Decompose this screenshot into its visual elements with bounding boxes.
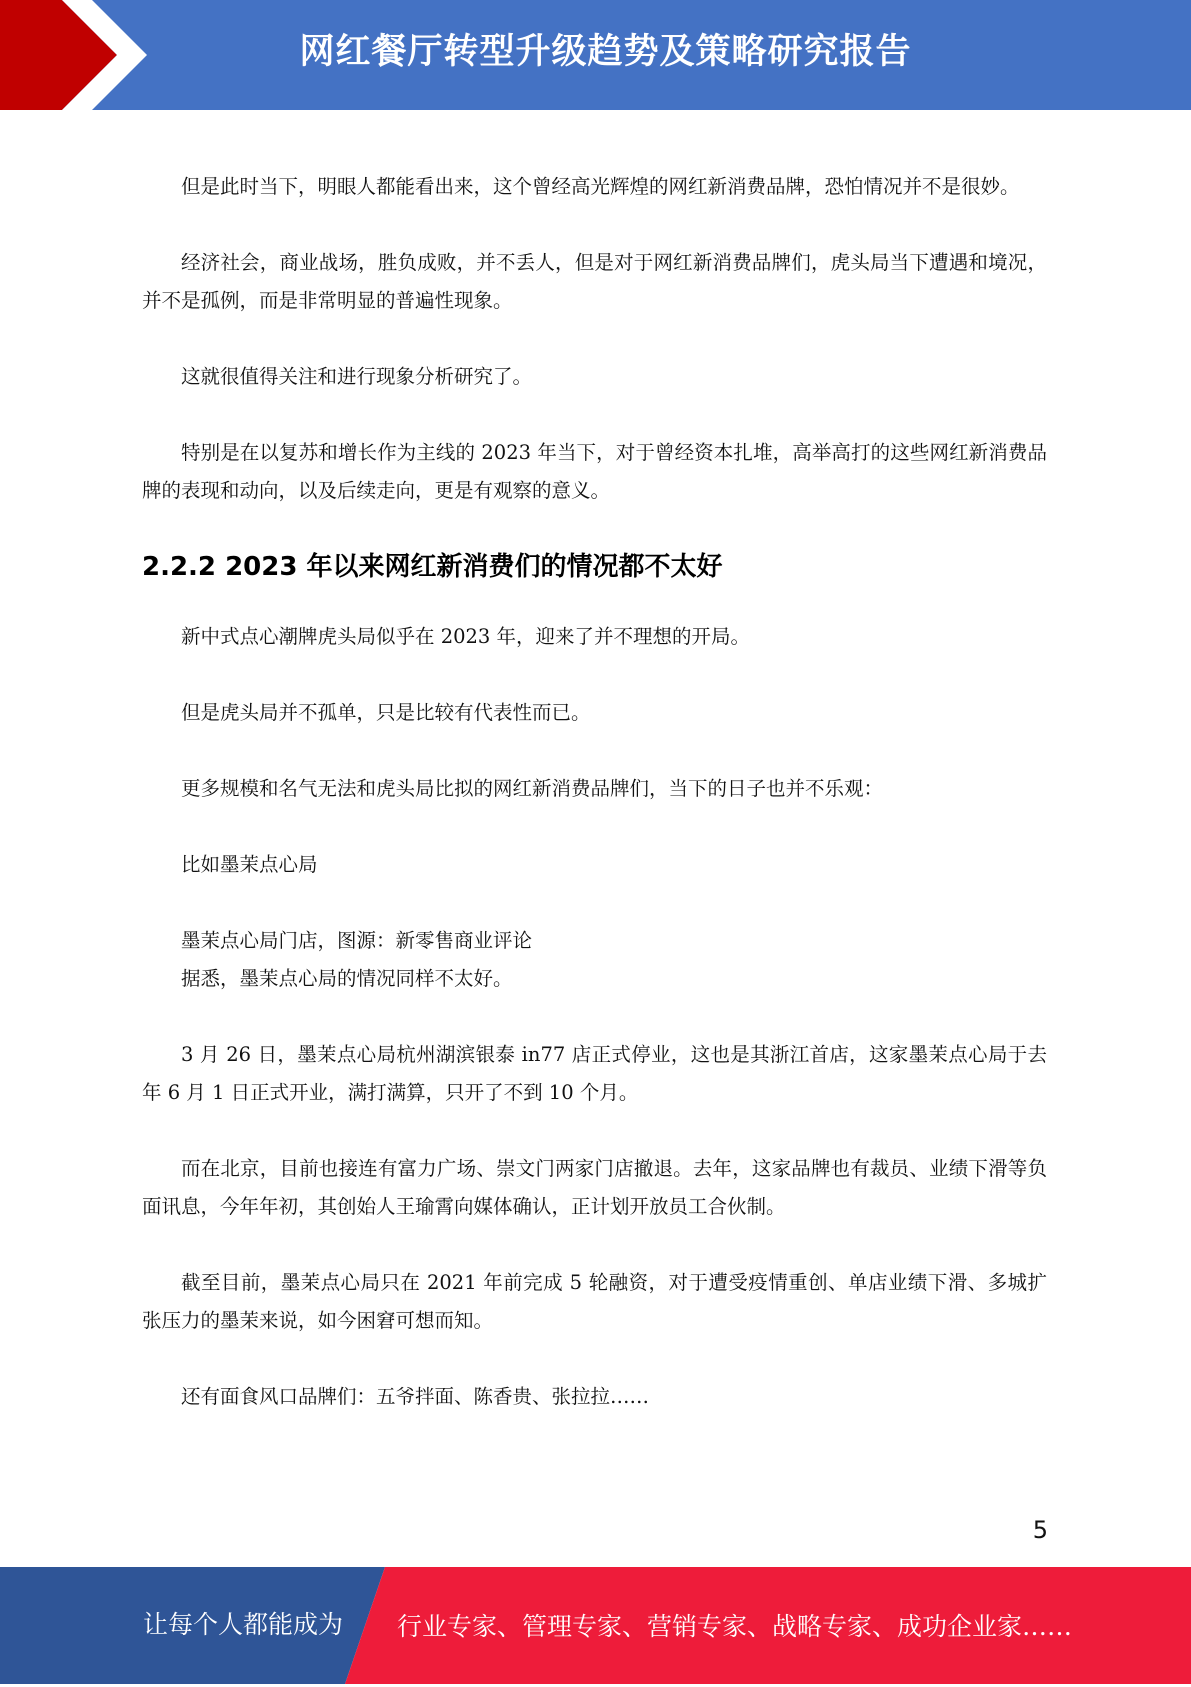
paragraph: 还有面食风口品牌们：五爷拌面、陈香贵、张拉拉…… <box>181 1385 650 1408</box>
paragraph: 而在北京，目前也接连有富力广场、崇文门两家门店撤退。去年，这家品牌也有裁员、业绩下滑等负面讯息，今年年初，其创始人王瑜霄向媒体确认，正计划开放员工合伙制。 <box>142 1157 1047 1218</box>
paragraph: 这就很值得关注和进行现象分析研究了。 <box>181 365 533 388</box>
paragraph: 比如墨茉点心局 <box>181 853 318 876</box>
paragraph: 经济社会，商业战场，胜负成败，并不丢人，但是对于网红新消费品牌们，虎头局当下遭遇和境况，并不是孤例，而是非常明显的普遍性现象。 <box>142 251 1047 312</box>
paragraph: 更多规模和名气无法和虎头局比拟的网红新消费品牌们，当下的日子也并不乐观： <box>181 777 884 800</box>
paragraph: 新中式点心潮牌虎头局似乎在 2023 年，迎来了并不理想的开局。 <box>181 625 751 648</box>
page-header <box>0 0 1191 110</box>
paragraph: 截至目前，墨茉点心局只在 2021 年前完成 5 轮融资，对于遭受疫情重创、单店业绩下滑、多城扩张压力的墨茉来说，如今困窘可想而知。 <box>142 1271 1047 1332</box>
section-heading: 2.2.2 2023 年以来网红新消费们的情况都不太好 <box>142 552 723 582</box>
paragraph: 但是此时当下，明眼人都能看出来，这个曾经高光辉煌的网红新消费品牌，恐怕情况并不是很妙。 <box>181 175 1020 198</box>
page-title: 网红餐厅转型升级趋势及策略研究报告 <box>299 32 912 72</box>
paragraph: 据悉，墨茉点心局的情况同样不太好。 <box>181 967 513 990</box>
paragraph: 但是虎头局并不孤单，只是比较有代表性而已。 <box>181 701 591 724</box>
footer-slogan-right: 行业专家、管理专家、营销专家、战略专家、成功企业家…… <box>397 1612 1073 1641</box>
paragraph: 3 月 26 日，墨茉点心局杭州湖滨银泰 in77 店正式停业，这也是其浙江首店，这家墨茉点心局于去年 6 月 1 日正式开业，满打满算，只开了不到 10 个月。 <box>142 1043 1047 1104</box>
page-number: 5 <box>1032 1516 1048 1544</box>
paragraph: 特别是在以复苏和增长作为主线的 2023 年当下，对于曾经资本扎堆，高举高打的这些网红新消费品牌的表现和动向，以及后续走向，更是有观察的意义。 <box>142 441 1047 502</box>
header-chevron-icon <box>0 0 160 110</box>
page-footer <box>0 1567 1191 1684</box>
image-caption: 墨茉点心局门店，图源：新零售商业评论 <box>181 929 533 952</box>
document-body <box>142 168 1047 1454</box>
footer-slogan-left: 让每个人都能成为 <box>143 1610 344 1639</box>
